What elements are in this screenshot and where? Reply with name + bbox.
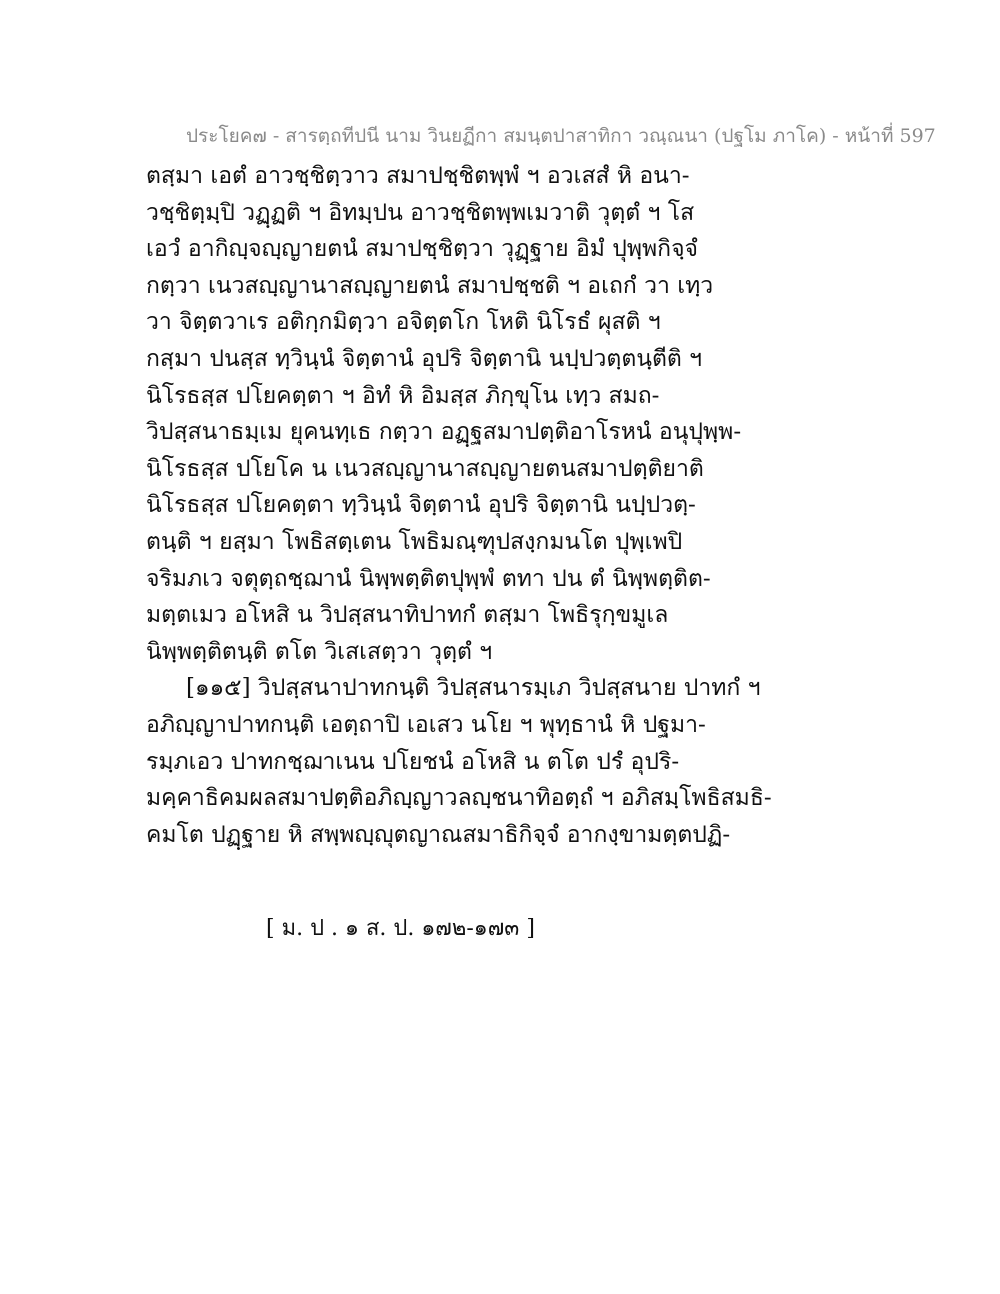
body-text — [146, 158, 866, 853]
text-line: กตฺวา เนวสญฺญานาสญฺญายตนํ สมาปชฺชติ ฯ อเถกํ วา เทฺว — [146, 272, 714, 299]
text-line: นิโรธสฺส ปโยคตฺตา ทฺวินฺนํ จิตฺตานํ อุปริ จิตฺตานิ นปฺปวตฺ- — [146, 492, 696, 519]
text-line: มคฺคาธิคมผลสมาปตฺติอภิญฺญาวลญฺชนาทิอตฺถํ ฯ อภิสมฺโพธิสมธิ- — [146, 785, 772, 812]
text-line: วา จิตฺตวาเร อติกฺกมิตฺวา อจิตฺตโก โหติ นิโรธํ ผุสติ ฯ — [146, 309, 661, 336]
text-line: กสฺมา ปนสฺส ทฺวินฺนํ จิตฺตานํ อุปริ จิตฺตานิ นปฺปวตฺตนฺตีติ ฯ — [146, 345, 703, 372]
text-line: จริมภเว จตุตฺถชฺฌานํ นิพฺพตฺติตปุพฺพํ ตทา ปน ตํ นิพฺพตฺติต- — [146, 565, 711, 592]
text-line: วชฺชิตฺมฺปิ วฏฺฏติ ฯ อิทมฺปน อาวชฺชิตพฺพเมวาติ วุตฺตํ ฯ โส — [146, 199, 695, 226]
text-line: มตฺตเมว อโหสิ น วิปสฺสนาทิปาทกํ ตสฺมา โพธิรุกฺขมูเล — [146, 602, 669, 629]
text-line: ตนฺติ ฯ ยสฺมา โพธิสตฺเตน โพธิมณฺฑุปสงฺกมนโต ปุพฺเพปิ — [146, 528, 683, 555]
text-line: วิปสฺสนาธมฺเม ยุคนทฺเธ กตฺวา อฏฺฐสมาปตฺติอาโรหนํ อนุปุพฺพ- — [146, 419, 742, 446]
text-line: ตสฺมา เอตํ อาวชฺชิตฺวาว สมาปชฺชิตพฺพํ ฯ อวเสสํ หิ อนา- — [146, 163, 690, 189]
text-line: นิโรธสฺส ปโยโค น เนวสญฺญานาสญฺญายตนสมาปตฺติยาติ — [146, 455, 704, 482]
page-header: ประโยค๗ - สารตฺถทีปนี นาม วินยฏีกา สมนฺตปาสาทิกา วณฺณนา (ปฐโม ภาโค) - หน้าที่ 597 — [186, 125, 936, 147]
text-line: เอวํ อากิญฺจญฺญายตนํ สมาปชฺชิตฺวา วุฏฺฐาย อิมํ ปุพฺพกิจฺจํ — [146, 236, 699, 263]
text-line: นิพฺพตฺติตนฺติ ตโต วิเสเสตฺวา วุตฺตํ ฯ — [146, 638, 493, 665]
text-line: รมฺภเอว ปาทกชฺฌาเนน ปโยชนํ อโหสิ น ตโต ปรํ อุปริ- — [146, 748, 680, 775]
text-line: อภิญฺญาปาทกนฺติ เอตฺถาปิ เอเสว นโย ฯ พุทฺธานํ หิ ปฐมา- — [146, 711, 706, 738]
text-line: นิโรธสฺส ปโยคตฺตา ฯ อิทํ หิ อิมสฺส ภิกฺขุโน เทฺว สมถ- — [146, 382, 660, 409]
paragraph-start-line: [๑๑๕] วิปสฺสนาปาทกนฺติ วิปสฺสนารมฺเภ วิปสฺสนาย ปาทกํ ฯ — [186, 675, 761, 702]
footnote-reference: [ ม. ป . ๑ ส. ป. ๑๗๒-๑๗๓ ] — [266, 916, 535, 941]
text-line: คมโต ปฏฺฐาย หิ สพฺพญฺญุตญาณสมาธิกิจฺจํ อากงฺขามตฺตปฏิ- — [146, 821, 731, 848]
